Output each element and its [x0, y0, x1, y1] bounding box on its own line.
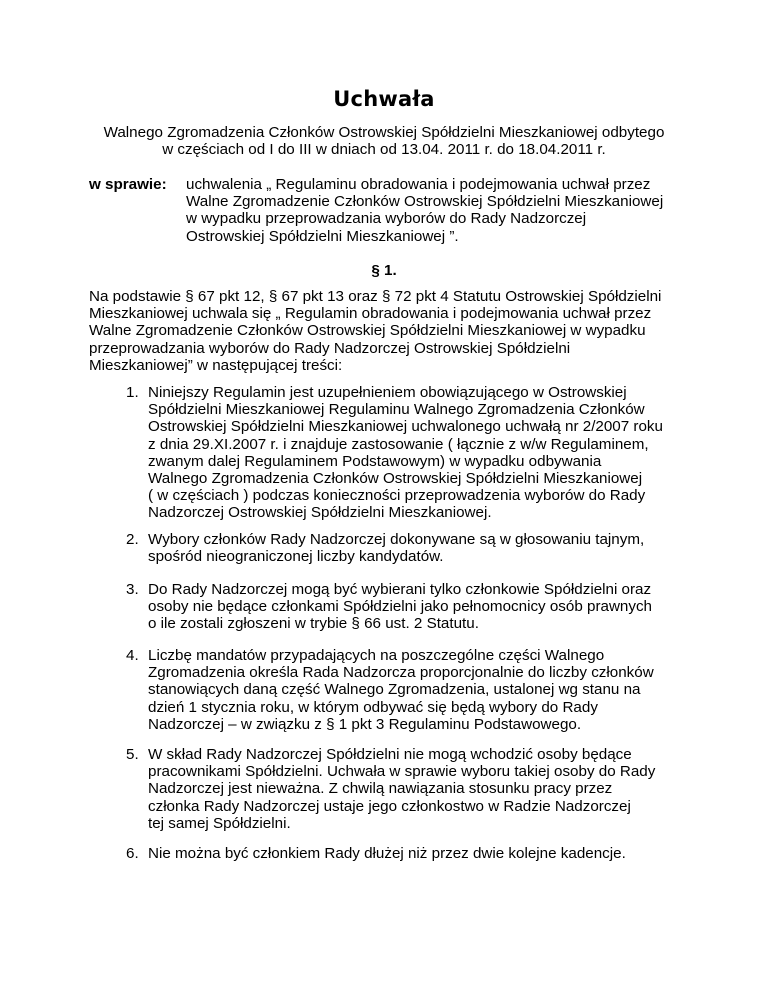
list-item-number: 6.	[126, 845, 139, 862]
list-item-line: Nadzorczej jest nieważna. Z chwilą nawiązania stosunku pracy przez	[148, 780, 613, 798]
list-item-line: o ile zostali zgłoszeni w trybie § 66 ust. 2 Statutu.	[148, 615, 479, 633]
intro-paragraph	[89, 288, 689, 374]
list-item-line: stanowiących daną część Walnego Zgromadzenia, ustalonej wg stanu na	[148, 681, 641, 699]
list-item-line: Nie można być członkiem Rady dłużej niż przez dwie kolejne kadencje.	[148, 845, 626, 862]
list-item-line: Zgromadzenia określa Rada Nadzorcza proporcjonalnie do liczby członków	[148, 664, 654, 682]
subtitle-line: w częściach od I do III w dniach od 13.04. 2011 r. do 18.04.2011 r.	[162, 141, 606, 159]
list-item-line: dzień 1 stycznia roku, w którym odbywać się będą wybory do Rady	[148, 698, 598, 716]
list-item-text	[148, 384, 688, 522]
list-item-number: 5.	[126, 746, 139, 763]
intro-line: przeprowadzania wyborów do Rady Nadzorczej Ostrowskiej Spółdzielni	[89, 339, 571, 357]
section-heading: § 1.	[371, 262, 397, 279]
list-item-line: z dnia 29.XI.2007 r. i znajduje zastosowanie ( łącznie z w/w Regulaminem,	[148, 435, 649, 453]
document-subtitle	[60, 124, 708, 158]
subject-line: w wypadku przeprowadzania wyborów do Rady Nadzorczej	[186, 210, 587, 228]
list-item-line: członka Rady Nadzorczej ustaje jego członkostwo w Radzie Nadzorczej	[148, 797, 631, 815]
list-item-line: pracownikami Spółdzielni. Uchwała w sprawie wyboru takiej osoby do Rady	[148, 763, 656, 781]
list-item-number: 3.	[126, 581, 139, 598]
subject-line: uchwalenia „ Regulaminu obradowania i podejmowania uchwał przez	[186, 176, 651, 193]
list-item-number: 1.	[126, 384, 139, 401]
subtitle-line: Walnego Zgromadzenia Członków Ostrowskiej Spółdzielni Mieszkaniowej odbytego	[103, 124, 665, 141]
subject-line: Walne Zgromadzenie Członków Ostrowskiej Spółdzielni Mieszkaniowej	[186, 193, 664, 211]
list-item-line: Nadzorczej Ostrowskiej Spółdzielni Mieszkaniowej.	[148, 504, 492, 522]
list-item-text	[148, 647, 688, 733]
intro-line: Walne Zgromadzenie Członków Ostrowskiej Spółdzielni Mieszkaniowej w wypadku	[89, 322, 646, 340]
list-item-line: ( w częściach ) podczas konieczności przeprowadzenia wyborów do Rady	[148, 487, 646, 505]
list-item-text	[148, 845, 688, 862]
list-item-line: osoby nie będące członkami Spółdzielni jako pełnomocnicy osób prawnych	[148, 598, 653, 616]
intro-line: Mieszkaniowej” w następującej treści:	[89, 356, 343, 374]
list-item-line: Spółdzielni Mieszkaniowej Regulaminu Walnego Zgromadzenia Członków	[148, 401, 645, 419]
list-item-line: Nadzorczej – w związku z § 1 pkt 3 Regulaminu Podstawowego.	[148, 715, 582, 733]
list-item-line: Ostrowskiej Spółdzielni Mieszkaniowej uchwalonego uchwałą nr 2/2007 roku	[148, 418, 663, 436]
intro-line: Mieszkaniowej uchwala się „ Regulamin obradowania i podejmowania uchwał przez	[89, 305, 652, 323]
list-item-number: 4.	[126, 647, 139, 664]
list-item-line: tej samej Spółdzielni.	[148, 814, 291, 832]
subject-label: w sprawie:	[89, 176, 167, 193]
list-item-text	[148, 746, 688, 832]
list-item-line: W skład Rady Nadzorczej Spółdzielni nie mogą wchodzić osoby będące	[148, 746, 632, 763]
list-item-line: Wybory członków Rady Nadzorczej dokonywane są w głosowaniu tajnym,	[148, 531, 645, 548]
list-item-text	[148, 531, 688, 565]
list-item-line: zwanym dalej Regulaminem Podstawowym) w wypadku odbywania	[148, 452, 602, 470]
list-item-text	[148, 581, 688, 633]
list-item-line: Liczbę mandatów przypadających na poszczególne części Walnego	[148, 647, 605, 664]
document-title: Uchwała	[333, 87, 435, 111]
subject-text	[186, 176, 686, 245]
list-item-line: Niniejszy Regulamin jest uzupełnieniem obowiązującego w Ostrowskiej	[148, 384, 627, 401]
list-item-number: 2.	[126, 531, 139, 548]
list-item-line: spośród nieograniczonej liczby kandydatów.	[148, 548, 444, 566]
intro-line: Na podstawie § 67 pkt 12, § 67 pkt 13 oraz § 72 pkt 4 Statutu Ostrowskiej Spółdzielni	[89, 288, 662, 305]
subject-line: Ostrowskiej Spółdzielni Mieszkaniowej ”.	[186, 227, 459, 245]
list-item-line: Do Rady Nadzorczej mogą być wybierani tylko członkowie Spółdzielni oraz	[148, 581, 652, 598]
list-item-line: Walnego Zgromadzenia Członków Ostrowskiej Spółdzielni Mieszkaniowej	[148, 470, 643, 488]
